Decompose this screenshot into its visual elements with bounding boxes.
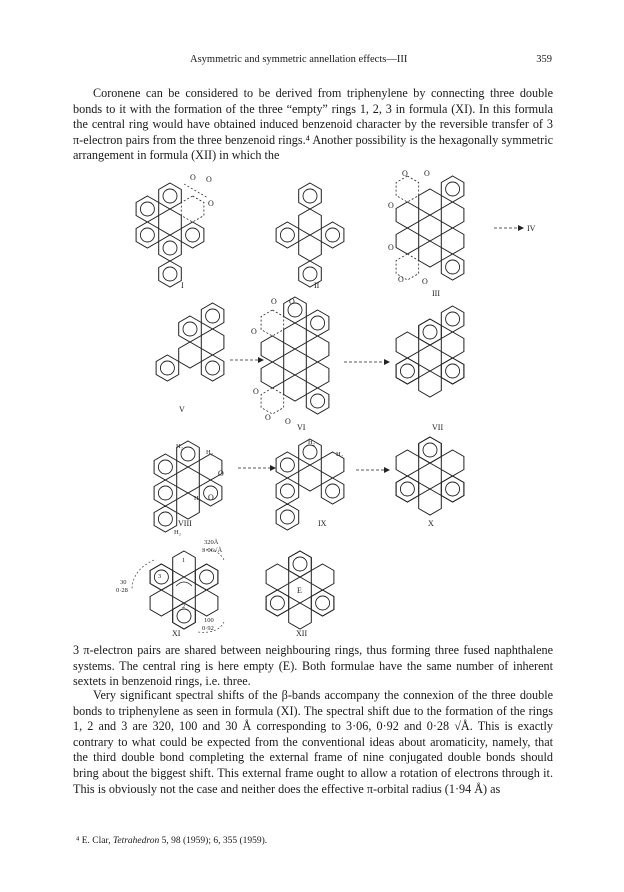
shift-value: 30 — [120, 579, 127, 586]
shift-value: 100 — [204, 617, 214, 624]
label-IV: IV — [527, 224, 536, 233]
oxygen-atom: O — [206, 175, 212, 184]
oxygen-atom: O — [289, 297, 295, 306]
ring-number-3: 3 — [158, 573, 162, 580]
structure-III — [388, 169, 464, 286]
label-III: III — [432, 289, 440, 298]
label-VI: VI — [297, 423, 306, 432]
structure-XII — [266, 551, 334, 629]
footnote-marker: ⁴ — [76, 836, 80, 846]
oxygen-atom: O — [398, 275, 404, 284]
oxygen-atom: O — [253, 387, 259, 396]
h2-group: H₂ — [174, 529, 181, 536]
empty-ring-label: E — [297, 586, 302, 595]
oxygen-atom: O — [388, 201, 394, 210]
page-number: 359 — [536, 54, 552, 65]
structure-I — [136, 173, 214, 287]
structure-II — [276, 183, 344, 287]
shift-value: 320Å — [204, 539, 219, 546]
label-XII: XII — [296, 629, 308, 638]
oxygen-atom: O — [402, 169, 408, 178]
label-VIII: VIII — [178, 519, 192, 528]
h2-group: H₂ — [206, 449, 213, 456]
oxygen-atom: O — [190, 173, 196, 182]
oxygen-atom: O — [218, 469, 224, 478]
structure-V — [156, 303, 224, 381]
oxygen-atom: O — [251, 327, 257, 336]
footnote — [76, 836, 267, 846]
structure-XI — [116, 538, 224, 632]
arrow-head-icon — [384, 359, 390, 365]
structure-VII — [396, 306, 464, 397]
label-IX: IX — [318, 519, 327, 528]
label-X: X — [428, 519, 434, 528]
footnote-citation: 5, 98 (1959); 6, 355 (1959). — [161, 836, 268, 846]
footnote-authors: E. Clar, — [81, 836, 111, 846]
shift-root: 3·06√Å — [202, 547, 223, 554]
ring-number-1: 1 — [182, 557, 186, 564]
running-title: Asymmetric and symmetric annellation effects—III — [190, 54, 408, 65]
arrow-head-icon — [270, 465, 276, 471]
paragraph-2: 3 π-electron pairs are shared between neighbouring rings, thus forming three fused naphthalene systems. The central ring is here empty (E). Both formulae have the same number of inherent sextets in benzenoid rings, i.e. three. — [73, 643, 553, 689]
h2-group: H₂ — [176, 443, 183, 450]
ring-number-2: 2 — [182, 603, 186, 610]
arrow-head-icon — [258, 357, 264, 363]
oxygen-atom: O — [208, 493, 214, 502]
label-VII: VII — [432, 423, 444, 432]
structure-X — [396, 437, 464, 515]
label-I: I — [181, 281, 184, 290]
structure-IX — [276, 439, 344, 530]
oxygen-atom: O — [424, 169, 430, 178]
footnote-journal: Tetrahedron — [112, 836, 160, 846]
paragraph-3: Very significant spectral shifts of the β-bands accompany the connexion of the three double bonds to triphenylene as seen in formula (XI). The spectral shift due to the formation of the rings 1, 2 and 3 are 320, 100 and 30 Å corresponding to 3·06, 0·92 and 0·28 √Å. This is exactly contrary to what could be expected from the conventional ideas about aromaticity, namely, that the third double bond completing the external frame of nine conjugated double bonds should bring about the biggest shift. This external frame ought to allow a rotation of electrons through it. This is obviously not the case and neither does the effective π-orbital radius (1·94 Å) as — [73, 688, 553, 796]
h2-group: H₂ — [194, 495, 201, 502]
label-XI: XI — [172, 629, 181, 638]
shift-root: 0·92 — [202, 625, 214, 632]
oxygen-atom: O — [208, 199, 214, 208]
arrow-head-icon — [518, 225, 524, 231]
oxygen-atom: O — [422, 277, 428, 286]
oxygen-atom: O — [271, 297, 277, 306]
oxygen-atom: O — [388, 243, 394, 252]
label-V: V — [179, 405, 185, 414]
oxygen-atom: O — [285, 417, 291, 426]
paragraph-1: Coronene can be considered to be derived from triphenylene by connecting three double bonds to it with the formation of the three “empty” rings 1, 2, 3 in formula (XI). In this formula the central ring would have obtained induced benzenoid character by the reversible transfer of 3 π-electron pairs from the three benzenoid rings.⁴ Another possibility is the hexagonally symmetric arrangement in formula (XII) in which the — [73, 86, 553, 163]
h2-group: H₂ — [336, 451, 343, 458]
arrow-head-icon — [384, 467, 390, 473]
h2-group: H₂ — [308, 439, 315, 446]
oxygen-atom: O — [265, 413, 271, 422]
shift-root: 0·28 — [116, 587, 128, 594]
label-II: II — [314, 281, 320, 290]
structure-VI — [251, 297, 329, 426]
